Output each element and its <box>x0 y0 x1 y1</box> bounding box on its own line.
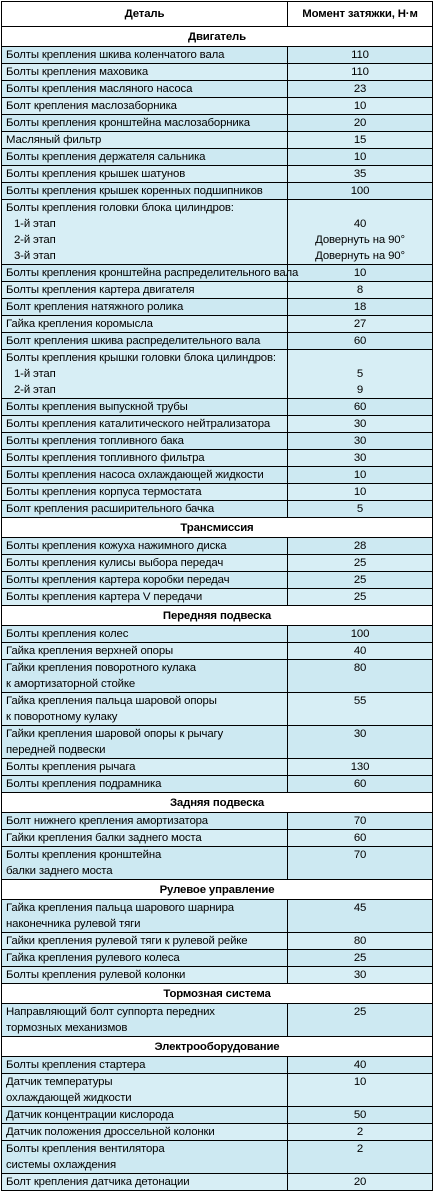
torque-value <box>288 1020 432 1036</box>
part-label: 2-й этап <box>14 384 56 396</box>
part-label: 1-й этап <box>14 218 56 230</box>
torque-cell <box>288 1004 432 1036</box>
part-cell <box>2 450 288 466</box>
torque-cell <box>288 265 432 281</box>
torque-value: 100 <box>350 628 370 640</box>
torque-value: 5 <box>356 503 364 515</box>
part-label: Гайка крепления пальца шаровой опоры <box>6 695 217 707</box>
table-row <box>2 1123 432 1140</box>
part-label: 1-й этап <box>14 368 56 380</box>
table-row <box>2 659 432 692</box>
torque-value: 40 <box>353 218 367 230</box>
table-row <box>2 131 432 148</box>
part-label: Болты крепления рулевой колонки <box>6 969 186 981</box>
torque-value: 30 <box>353 418 367 430</box>
part-cell <box>2 265 299 281</box>
part-cell <box>2 81 288 97</box>
torque-cell <box>288 299 432 315</box>
torque-cell <box>288 538 432 554</box>
torque-value: 20 <box>353 117 367 129</box>
part-label: Болты крепления картера двигателя <box>6 284 195 296</box>
part-cell <box>2 847 288 879</box>
torque-cell <box>288 776 432 792</box>
torque-value: 45 <box>353 902 367 914</box>
part-label: Болты крепления насоса охлаждающей жидкости <box>6 469 264 481</box>
part-cell <box>2 467 288 483</box>
part-cell <box>2 572 288 588</box>
part-cell <box>2 183 288 199</box>
section-header <box>2 879 432 899</box>
torque-cell <box>288 416 432 432</box>
part-cell <box>2 643 288 659</box>
part-cell <box>2 132 288 148</box>
torque-cell <box>288 1057 432 1073</box>
part-label: Гайки крепления шаровой опоры к рычагу <box>6 728 224 740</box>
part-cell <box>2 1057 288 1073</box>
torque-cell <box>288 467 432 483</box>
torque-value <box>288 863 432 879</box>
section-header <box>2 26 432 46</box>
part-label: Болты крепления масляного насоса <box>6 83 193 95</box>
part-cell <box>2 399 288 415</box>
torque-value: 30 <box>353 435 367 447</box>
table-row <box>2 199 432 264</box>
torque-cell <box>288 933 432 949</box>
part-cell <box>2 660 288 692</box>
torque-cell <box>288 1107 432 1123</box>
torque-cell <box>288 693 432 725</box>
torque-value: 25 <box>353 557 367 569</box>
part-label: к поворотному кулаку <box>6 711 118 723</box>
part-cell <box>2 933 288 949</box>
part-label: Болты крепления шкива коленчатого вала <box>6 49 225 61</box>
part-label: 2-й этап <box>14 234 56 246</box>
part-label: Болты крепления рычага <box>6 761 136 773</box>
part-label: тормозных механизмов <box>6 1022 128 1034</box>
table-row <box>2 46 432 63</box>
part-label: Болт крепления шкива распределительного вала <box>6 335 261 347</box>
torque-value: 20 <box>353 1176 367 1188</box>
torque-value: 10 <box>353 267 367 279</box>
part-cell <box>2 115 288 131</box>
table-row <box>2 182 432 199</box>
torque-cell <box>288 626 432 642</box>
part-label: Болт крепления натяжного ролика <box>6 301 184 313</box>
part-label: Болты крепления картера V передачи <box>6 591 203 603</box>
torque-value: 60 <box>353 335 367 347</box>
part-cell <box>2 166 288 182</box>
torque-cell <box>288 726 432 758</box>
part-label: Болты крепления вентилятора <box>6 1143 165 1155</box>
part-label: Гайки крепления поворотного кулака <box>6 662 196 674</box>
part-label: Болты крепления маховика <box>6 66 149 78</box>
torque-cell <box>288 830 432 846</box>
table-row <box>2 642 432 659</box>
torque-value: 40 <box>353 645 367 657</box>
part-cell <box>2 759 288 775</box>
part-cell <box>2 967 288 983</box>
section-title: Тормозная система <box>163 987 271 1000</box>
section-header <box>2 792 432 812</box>
part-cell <box>2 484 288 500</box>
part-cell <box>2 333 288 349</box>
part-cell <box>2 316 288 332</box>
torque-cell <box>288 132 432 148</box>
section-header <box>2 1036 432 1056</box>
table-row <box>2 1106 432 1123</box>
part-label: Болт крепления маслозаборника <box>6 100 177 112</box>
torque-cell <box>288 98 432 114</box>
table-row <box>2 1140 432 1173</box>
torque-cell <box>288 967 432 983</box>
part-label: Болты крепления стартера <box>6 1059 146 1071</box>
torque-value: 18 <box>353 301 367 313</box>
table-row <box>2 281 432 298</box>
torque-cell <box>288 900 432 932</box>
part-label: Болты крепления корпуса термостата <box>6 486 202 498</box>
torque-cell <box>288 64 432 80</box>
part-cell <box>2 555 288 571</box>
table-row <box>2 966 432 983</box>
table-row <box>2 466 432 483</box>
part-label: системы охлаждения <box>6 1159 116 1171</box>
torque-value: 10 <box>353 100 367 112</box>
table-row <box>2 315 432 332</box>
part-label: Болты крепления каталитического нейтрализатора <box>6 418 271 430</box>
torque-value <box>288 742 432 758</box>
part-label: Гайка крепления пальца шарового шарнира <box>6 902 234 914</box>
part-label: Болты крепления головки блока цилиндров: <box>6 202 234 214</box>
part-label: Гайки крепления рулевой тяги к рулевой рейке <box>6 935 248 947</box>
torque-value: 60 <box>353 832 367 844</box>
torque-value <box>288 916 432 932</box>
torque-value: 10 <box>353 151 367 163</box>
torque-table <box>1 1 433 1191</box>
part-label: Болты крепления держателя сальника <box>6 151 206 163</box>
part-cell <box>2 1124 288 1140</box>
torque-cell <box>288 484 432 500</box>
torque-cell <box>288 200 432 264</box>
table-row <box>2 692 432 725</box>
part-label: Болты крепления кронштейна <box>6 849 162 861</box>
torque-cell <box>288 589 432 605</box>
part-label: Масляный фильтр <box>6 134 102 146</box>
part-label: передней подвески <box>6 744 106 756</box>
part-cell <box>2 830 288 846</box>
torque-value: 80 <box>353 662 367 674</box>
torque-value <box>288 676 432 692</box>
torque-value: 110 <box>351 66 369 78</box>
section-title: Задняя подвеска <box>169 796 265 809</box>
torque-value: 25 <box>353 1006 367 1018</box>
torque-value: 23 <box>353 83 367 95</box>
part-label: Гайка крепления верхней опоры <box>6 645 174 657</box>
table-row <box>2 80 432 97</box>
torque-value: 30 <box>353 969 367 981</box>
table-row <box>2 432 432 449</box>
table-row <box>2 398 432 415</box>
part-label: Болт крепления датчика детонации <box>6 1176 190 1188</box>
table-row <box>2 571 432 588</box>
torque-value: 25 <box>353 591 367 603</box>
section-title: Передняя подвеска <box>162 609 272 622</box>
section-title: Трансмиссия <box>180 521 254 534</box>
table-row <box>2 97 432 114</box>
table-row <box>2 812 432 829</box>
torque-cell <box>288 1124 432 1140</box>
torque-value <box>288 350 432 366</box>
part-label: Датчик положения дроссельной колонки <box>6 1126 215 1138</box>
table-row <box>2 758 432 775</box>
torque-value: 25 <box>353 952 367 964</box>
part-label: Датчик концентрации кислорода <box>6 1109 174 1121</box>
section-title: Рулевое управление <box>159 883 275 896</box>
table-row <box>2 1073 432 1106</box>
torque-value: 30 <box>353 452 367 464</box>
part-cell <box>2 98 288 114</box>
part-cell <box>2 433 288 449</box>
part-cell <box>2 282 288 298</box>
part-label: Болты крепления подрамника <box>6 778 162 790</box>
part-label: Болты крепления крышек шатунов <box>6 168 186 180</box>
part-label: Датчик температуры <box>6 1076 113 1088</box>
table-row <box>2 298 432 315</box>
torque-cell <box>288 572 432 588</box>
part-label: Болты крепления топливного бака <box>6 435 184 447</box>
table-row <box>2 63 432 80</box>
torque-cell <box>288 1074 432 1106</box>
header-part: Деталь <box>2 2 288 26</box>
torque-value: 9 <box>356 384 364 396</box>
part-label: Болты крепления крышек коренных подшипников <box>6 185 263 197</box>
header-torque: Момент затяжки, Н·м <box>302 8 418 20</box>
torque-value: 10 <box>353 486 367 498</box>
torque-value <box>288 200 432 216</box>
torque-cell <box>288 555 432 571</box>
table-row <box>2 899 432 932</box>
torque-cell <box>288 847 432 879</box>
table-row <box>2 554 432 571</box>
section-title: Электрооборудование <box>154 1040 280 1053</box>
torque-value: 110 <box>351 49 369 61</box>
torque-cell <box>288 501 432 517</box>
part-cell <box>2 1141 288 1173</box>
torque-value: 5 <box>356 368 364 380</box>
torque-cell <box>288 47 432 63</box>
torque-cell <box>288 643 432 659</box>
section-title: Двигатель <box>187 30 246 43</box>
part-cell <box>2 538 288 554</box>
section-header <box>2 517 432 537</box>
table-row <box>2 588 432 605</box>
torque-cell <box>288 813 432 829</box>
part-label: Болты крепления кожуха нажимного диска <box>6 540 227 552</box>
part-label: Болты крепления картера коробки передач <box>6 574 230 586</box>
part-label: Болты крепления кулисы выбора передач <box>6 557 224 569</box>
table-row <box>2 625 432 642</box>
table-row <box>2 449 432 466</box>
part-cell <box>2 589 288 605</box>
part-label: Болты крепления выпускной трубы <box>6 401 188 413</box>
torque-value: 70 <box>353 815 367 827</box>
part-cell <box>2 1004 288 1036</box>
torque-cell <box>288 183 432 199</box>
part-label: Болты крепления колес <box>6 628 129 640</box>
torque-value: 70 <box>353 849 367 861</box>
part-cell <box>2 350 288 398</box>
table-header <box>2 2 432 26</box>
torque-cell <box>288 660 432 692</box>
torque-value: 100 <box>350 185 370 197</box>
torque-value: 28 <box>353 540 367 552</box>
part-cell <box>2 501 288 517</box>
part-label: Болты крепления топливного фильтра <box>6 452 205 464</box>
table-row <box>2 349 432 398</box>
torque-value: 130 <box>350 761 370 773</box>
part-cell <box>2 200 288 264</box>
part-label: Болт нижнего крепления амортизатора <box>6 815 208 827</box>
torque-cell <box>288 950 432 966</box>
part-label: балки заднего моста <box>6 865 113 877</box>
torque-value: 80 <box>353 935 367 947</box>
part-label: Болт крепления расширительного бачка <box>6 503 215 515</box>
part-cell <box>2 47 288 63</box>
table-row <box>2 114 432 131</box>
torque-cell <box>288 282 432 298</box>
table-row <box>2 932 432 949</box>
part-label: Направляющий болт суппорта передних <box>6 1006 215 1018</box>
torque-cell <box>288 115 432 131</box>
torque-value: 10 <box>353 469 367 481</box>
part-cell <box>2 726 288 758</box>
table-row <box>2 148 432 165</box>
part-cell <box>2 693 288 725</box>
torque-value: 10 <box>353 1076 367 1088</box>
torque-cell <box>288 166 432 182</box>
torque-value: 15 <box>353 134 367 146</box>
torque-cell <box>288 149 432 165</box>
torque-cell <box>288 81 432 97</box>
part-label: наконечника рулевой тяги <box>6 918 141 930</box>
part-label: Болты крепления крышки головки блока цилиндров: <box>6 352 276 364</box>
torque-cell <box>288 1174 432 1190</box>
table-body <box>2 26 432 1190</box>
torque-value: 55 <box>353 695 367 707</box>
part-cell <box>2 299 288 315</box>
table-row <box>2 1056 432 1073</box>
table-row <box>2 537 432 554</box>
part-cell <box>2 1074 288 1106</box>
part-label: Гайка крепления коромысла <box>6 318 153 330</box>
torque-value: 2 <box>356 1143 364 1155</box>
part-label: Гайки крепления балки заднего моста <box>6 832 202 844</box>
torque-value: 35 <box>353 168 367 180</box>
table-row <box>2 165 432 182</box>
torque-value <box>288 709 432 725</box>
torque-value: 40 <box>353 1059 367 1071</box>
table-row <box>2 332 432 349</box>
torque-value: Довернуть на 90° <box>315 250 405 262</box>
torque-value: Довернуть на 90° <box>315 234 405 246</box>
torque-cell <box>288 1141 432 1173</box>
torque-value: 60 <box>353 401 367 413</box>
part-label: Болты крепления кронштейна маслозаборника <box>6 117 250 129</box>
part-cell <box>2 149 288 165</box>
table-row <box>2 500 432 517</box>
part-label: Болты крепления кронштейна распределительного вала <box>6 267 299 279</box>
part-label: 3-й этап <box>14 250 56 262</box>
torque-cell <box>288 450 432 466</box>
part-cell <box>2 776 288 792</box>
torque-value: 30 <box>353 728 367 740</box>
table-row <box>2 1173 432 1190</box>
torque-cell <box>288 333 432 349</box>
part-cell <box>2 1174 288 1190</box>
table-row <box>2 415 432 432</box>
table-row <box>2 829 432 846</box>
torque-cell <box>288 350 432 398</box>
torque-value: 25 <box>353 574 367 586</box>
part-cell <box>2 813 288 829</box>
part-cell <box>2 64 288 80</box>
part-label: Гайка крепления рулевого колеса <box>6 952 180 964</box>
table-row <box>2 725 432 758</box>
torque-cell <box>288 316 432 332</box>
part-cell <box>2 950 288 966</box>
table-row <box>2 949 432 966</box>
part-cell <box>2 1107 288 1123</box>
section-header <box>2 983 432 1003</box>
torque-value <box>288 1157 432 1173</box>
table-row <box>2 483 432 500</box>
torque-value: 50 <box>353 1109 367 1121</box>
torque-value <box>288 1090 432 1106</box>
torque-cell <box>288 759 432 775</box>
table-row <box>2 264 432 281</box>
torque-value: 60 <box>353 778 367 790</box>
table-row <box>2 846 432 879</box>
part-cell <box>2 626 288 642</box>
table-row <box>2 775 432 792</box>
table-row <box>2 1003 432 1036</box>
torque-cell <box>288 399 432 415</box>
torque-value: 2 <box>356 1126 364 1138</box>
torque-cell <box>288 433 432 449</box>
section-header <box>2 605 432 625</box>
part-label: охлаждающей жидкости <box>6 1092 132 1104</box>
part-label: к амортизаторной стойке <box>6 678 136 690</box>
part-cell <box>2 900 288 932</box>
part-cell <box>2 416 288 432</box>
torque-value: 8 <box>356 284 364 296</box>
torque-value: 27 <box>353 318 367 330</box>
